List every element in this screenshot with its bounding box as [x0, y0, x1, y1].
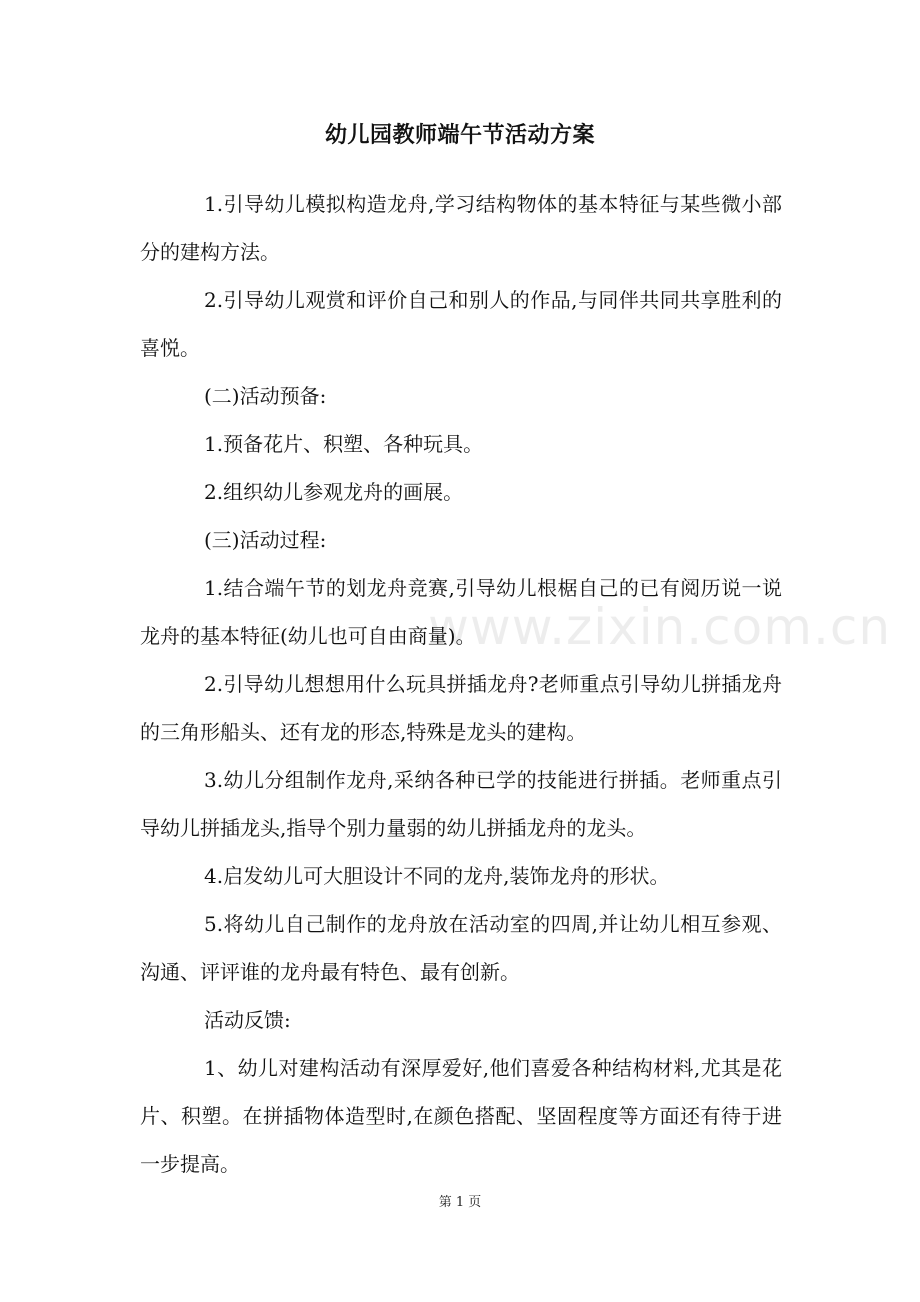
page-number: 第 1 页 [438, 1195, 482, 1210]
section-heading: (三)活动过程: [204, 528, 327, 552]
paragraph: 1.预备花片、积塑、各种玩具。 [204, 432, 484, 456]
paragraph: 2.引导幼儿观赏和评价自己和别人的作品,与同伴共同共享胜利的喜悦。 [140, 288, 782, 360]
section-heading: (二)活动预备: [204, 384, 327, 408]
paragraph: 2.组织幼儿参观龙舟的画展。 [204, 480, 464, 504]
paragraph: 4.启发幼儿可大胆设计不同的龙舟,装饰龙舟的形状。 [204, 864, 670, 888]
paragraph: 1.引导幼儿模拟构造龙舟,学习结构物体的基本特征与某些微小部分的建构方法。 [140, 192, 782, 264]
paragraph: 3.幼儿分组制作龙舟,采纳各种已学的技能进行拼插。老师重点引导幼儿拼插龙头,指导个别力量弱的幼儿拼插龙舟的龙头。 [140, 768, 782, 840]
paragraph: 1.结合端午节的划龙舟竞赛,引导幼儿根椐自己的已有阅历说一说龙舟的基本特征(幼儿也可自由商量)。 [140, 576, 782, 648]
document-title: 幼儿园教师端午节活动方案 [324, 122, 595, 148]
watermark: www.zixin.com.cn [428, 598, 892, 656]
paragraph: 2.引导幼儿想想用什么玩具拼插龙舟?老师重点引导幼儿拼插龙舟的三角形船头、还有龙的形态,特殊是龙头的建构。 [140, 672, 782, 744]
document-body [140, 180, 782, 1188]
section-heading: 活动反馈: [204, 1008, 291, 1032]
paragraph: 1、幼儿对建构活动有深厚爱好,他们喜爱各种结构材料,尤其是花片、积塑。在拼插物体造型时,在颜色搭配、坚固程度等方面还有待于进一步提高。 [140, 1056, 782, 1176]
paragraph: 5.将幼儿自己制作的龙舟放在活动室的四周,并让幼儿相互参观、沟通、评评谁的龙舟最有特色、最有创新。 [140, 912, 782, 984]
